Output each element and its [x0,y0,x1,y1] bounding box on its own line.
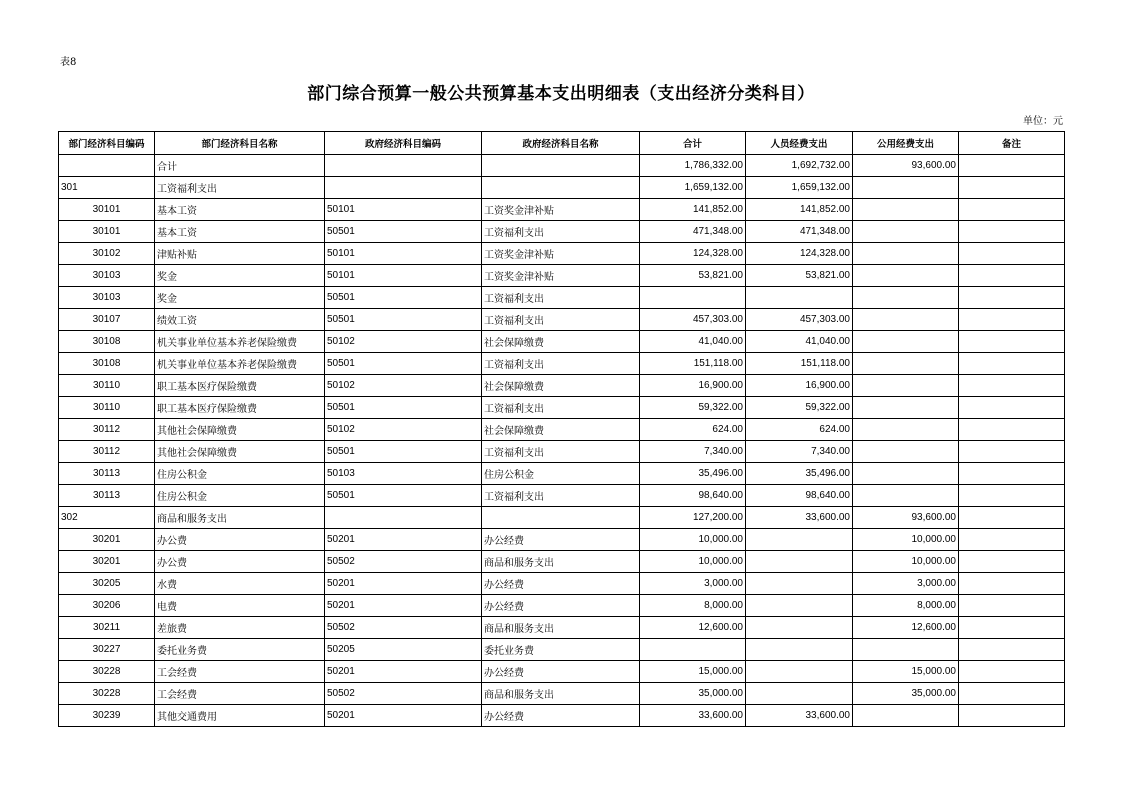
table-row [59,507,1065,529]
note-cell [959,485,1065,507]
header-personnel: 人员经费支出 [746,132,853,155]
total-cell: 35,000.00 [640,683,746,705]
note-cell [959,155,1065,177]
gov-name-cell: 社会保障缴费 [482,419,640,441]
table-row [59,551,1065,573]
gov-code-cell: 50102 [325,331,482,353]
table-row [59,331,1065,353]
dept-name-cell: 其他社会保障缴费 [155,441,325,463]
personnel-cell: 16,900.00 [746,375,853,397]
dept-code-cell: 30103 [59,265,155,287]
total-cell: 98,640.00 [640,485,746,507]
table-row [59,397,1065,419]
dept-code-cell: 30227 [59,639,155,661]
note-cell [959,551,1065,573]
dept-name-cell: 电费 [155,595,325,617]
personnel-cell [746,551,853,573]
public-cell [853,331,959,353]
note-cell [959,309,1065,331]
dept-code-cell: 301 [59,177,155,199]
total-cell [640,639,746,661]
total-cell: 1,659,132.00 [640,177,746,199]
public-cell [853,375,959,397]
dept-name-cell: 奖金 [155,287,325,309]
note-cell [959,353,1065,375]
personnel-cell [746,661,853,683]
public-cell: 93,600.00 [853,155,959,177]
public-cell [853,485,959,507]
gov-name-cell: 社会保障缴费 [482,375,640,397]
dept-code-cell: 30101 [59,199,155,221]
public-cell: 10,000.00 [853,551,959,573]
dept-code-cell: 30102 [59,243,155,265]
public-cell: 10,000.00 [853,529,959,551]
gov-name-cell: 委托业务费 [482,639,640,661]
personnel-cell [746,573,853,595]
public-cell: 3,000.00 [853,573,959,595]
gov-name-cell: 工资福利支出 [482,221,640,243]
total-cell: 33,600.00 [640,705,746,727]
note-cell [959,397,1065,419]
table-row [59,573,1065,595]
total-cell: 8,000.00 [640,595,746,617]
header-public: 公用经费支出 [853,132,959,155]
gov-code-cell: 50102 [325,419,482,441]
table-row [59,353,1065,375]
note-cell [959,199,1065,221]
gov-name-cell: 社会保障缴费 [482,331,640,353]
total-cell: 124,328.00 [640,243,746,265]
gov-code-cell: 50201 [325,595,482,617]
public-cell [853,397,959,419]
table-body [59,155,1065,727]
public-cell [853,199,959,221]
gov-name-cell: 商品和服务支出 [482,551,640,573]
public-cell: 35,000.00 [853,683,959,705]
gov-code-cell: 50501 [325,441,482,463]
gov-code-cell: 50502 [325,551,482,573]
dept-name-cell: 职工基本医疗保险缴费 [155,375,325,397]
note-cell [959,221,1065,243]
public-cell: 8,000.00 [853,595,959,617]
public-cell [853,221,959,243]
header-gov-name: 政府经济科目名称 [482,132,640,155]
table-row [59,375,1065,397]
dept-name-cell: 住房公积金 [155,485,325,507]
note-cell [959,661,1065,683]
public-cell [853,353,959,375]
gov-code-cell: 50502 [325,617,482,639]
table-row [59,199,1065,221]
total-cell: 127,200.00 [640,507,746,529]
note-cell [959,331,1065,353]
public-cell [853,287,959,309]
note-cell [959,287,1065,309]
table-row [59,705,1065,727]
personnel-cell: 59,322.00 [746,397,853,419]
dept-name-cell: 住房公积金 [155,463,325,485]
table-row [59,419,1065,441]
total-cell: 1,786,332.00 [640,155,746,177]
dept-name-cell: 合计 [155,155,325,177]
public-cell: 93,600.00 [853,507,959,529]
gov-code-cell: 50101 [325,243,482,265]
dept-name-cell: 机关事业单位基本养老保险缴费 [155,353,325,375]
public-cell [853,463,959,485]
gov-name-cell: 工资福利支出 [482,441,640,463]
public-cell: 15,000.00 [853,661,959,683]
personnel-cell [746,529,853,551]
personnel-cell: 53,821.00 [746,265,853,287]
gov-name-cell [482,177,640,199]
gov-code-cell: 50502 [325,683,482,705]
dept-code-cell: 30201 [59,551,155,573]
note-cell [959,265,1065,287]
personnel-cell [746,683,853,705]
gov-name-cell: 办公经费 [482,573,640,595]
dept-code-cell: 30108 [59,353,155,375]
personnel-cell: 35,496.00 [746,463,853,485]
note-cell [959,617,1065,639]
gov-name-cell: 办公经费 [482,595,640,617]
header-gov-code: 政府经济科目编码 [325,132,482,155]
total-cell: 16,900.00 [640,375,746,397]
dept-code-cell: 30228 [59,683,155,705]
dept-name-cell: 基本工资 [155,199,325,221]
dept-name-cell: 商品和服务支出 [155,507,325,529]
dept-code-cell: 302 [59,507,155,529]
dept-name-cell: 机关事业单位基本养老保险缴费 [155,331,325,353]
header-row [59,132,1065,155]
dept-name-cell: 办公费 [155,551,325,573]
personnel-cell: 624.00 [746,419,853,441]
note-cell [959,507,1065,529]
total-cell: 141,852.00 [640,199,746,221]
dept-code-cell: 30110 [59,375,155,397]
table-row [59,595,1065,617]
public-cell [853,639,959,661]
table-row [59,177,1065,199]
dept-code-cell: 30211 [59,617,155,639]
dept-code-cell: 30239 [59,705,155,727]
gov-name-cell: 办公经费 [482,529,640,551]
table-row [59,265,1065,287]
total-cell: 3,000.00 [640,573,746,595]
personnel-cell: 151,118.00 [746,353,853,375]
public-cell [853,419,959,441]
note-cell [959,529,1065,551]
total-cell: 7,340.00 [640,441,746,463]
personnel-cell [746,287,853,309]
gov-name-cell: 办公经费 [482,705,640,727]
public-cell [853,265,959,287]
table-row [59,309,1065,331]
dept-code-cell: 30206 [59,595,155,617]
total-cell [640,287,746,309]
personnel-cell: 7,340.00 [746,441,853,463]
gov-code-cell [325,177,482,199]
gov-name-cell: 工资福利支出 [482,353,640,375]
note-cell [959,595,1065,617]
total-cell: 35,496.00 [640,463,746,485]
gov-code-cell [325,155,482,177]
public-cell: 12,600.00 [853,617,959,639]
table-row [59,221,1065,243]
gov-code-cell: 50501 [325,397,482,419]
dept-name-cell: 奖金 [155,265,325,287]
gov-name-cell: 工资福利支出 [482,485,640,507]
total-cell: 151,118.00 [640,353,746,375]
gov-code-cell: 50501 [325,221,482,243]
gov-code-cell: 50501 [325,287,482,309]
personnel-cell: 98,640.00 [746,485,853,507]
header-dept-code: 部门经济科目编码 [59,132,155,155]
public-cell [853,309,959,331]
personnel-cell: 141,852.00 [746,199,853,221]
total-cell: 10,000.00 [640,529,746,551]
personnel-cell: 471,348.00 [746,221,853,243]
note-cell [959,441,1065,463]
personnel-cell: 124,328.00 [746,243,853,265]
gov-code-cell: 50101 [325,265,482,287]
gov-name-cell: 商品和服务支出 [482,683,640,705]
dept-code-cell: 30108 [59,331,155,353]
total-cell: 471,348.00 [640,221,746,243]
table-row [59,485,1065,507]
personnel-cell: 33,600.00 [746,705,853,727]
gov-name-cell: 工资福利支出 [482,309,640,331]
gov-code-cell: 50101 [325,199,482,221]
total-cell: 10,000.00 [640,551,746,573]
table-row [59,441,1065,463]
header-total: 合计 [640,132,746,155]
personnel-cell [746,595,853,617]
personnel-cell: 457,303.00 [746,309,853,331]
personnel-cell: 1,692,732.00 [746,155,853,177]
total-cell: 624.00 [640,419,746,441]
gov-code-cell [325,507,482,529]
dept-name-cell: 其他社会保障缴费 [155,419,325,441]
note-cell [959,375,1065,397]
personnel-cell [746,617,853,639]
gov-name-cell: 商品和服务支出 [482,617,640,639]
note-cell [959,705,1065,727]
note-cell [959,463,1065,485]
header-dept-name: 部门经济科目名称 [155,132,325,155]
total-cell: 12,600.00 [640,617,746,639]
dept-code-cell: 30228 [59,661,155,683]
dept-code-cell: 30103 [59,287,155,309]
dept-name-cell: 工会经费 [155,683,325,705]
table-number: 表8 [60,57,77,68]
table-row [59,661,1065,683]
note-cell [959,683,1065,705]
gov-name-cell: 工资福利支出 [482,397,640,419]
personnel-cell: 1,659,132.00 [746,177,853,199]
dept-name-cell: 其他交通费用 [155,705,325,727]
note-cell [959,419,1065,441]
note-cell [959,243,1065,265]
personnel-cell [746,639,853,661]
gov-code-cell: 50103 [325,463,482,485]
table-row [59,683,1065,705]
gov-code-cell: 50102 [325,375,482,397]
personnel-cell: 33,600.00 [746,507,853,529]
table-row [59,463,1065,485]
table-row [59,617,1065,639]
gov-code-cell: 50501 [325,353,482,375]
public-cell [853,243,959,265]
total-cell: 41,040.00 [640,331,746,353]
dept-name-cell: 差旅费 [155,617,325,639]
gov-code-cell: 50201 [325,705,482,727]
gov-code-cell: 50501 [325,309,482,331]
dept-code-cell: 30112 [59,419,155,441]
dept-name-cell: 工会经费 [155,661,325,683]
table-row [59,287,1065,309]
table-row [59,529,1065,551]
table-row [59,639,1065,661]
dept-code-cell: 30112 [59,441,155,463]
total-cell: 15,000.00 [640,661,746,683]
dept-code-cell: 30201 [59,529,155,551]
gov-name-cell: 工资奖金津补贴 [482,199,640,221]
gov-code-cell: 50501 [325,485,482,507]
gov-name-cell [482,507,640,529]
dept-code-cell: 30107 [59,309,155,331]
gov-name-cell [482,155,640,177]
dept-name-cell: 绩效工资 [155,309,325,331]
gov-code-cell: 50201 [325,661,482,683]
public-cell [853,705,959,727]
dept-name-cell: 水费 [155,573,325,595]
header-note: 备注 [959,132,1065,155]
total-cell: 59,322.00 [640,397,746,419]
dept-code-cell [59,155,155,177]
note-cell [959,177,1065,199]
dept-code-cell: 30101 [59,221,155,243]
public-cell [853,441,959,463]
gov-name-cell: 办公经费 [482,661,640,683]
dept-name-cell: 工资福利支出 [155,177,325,199]
public-cell [853,177,959,199]
total-cell: 53,821.00 [640,265,746,287]
page-title: 部门综合预算一般公共预算基本支出明细表（支出经济分类科目） [307,84,815,104]
table-row [59,243,1065,265]
unit-label: 单位：元 [1023,116,1063,127]
dept-name-cell: 津贴补贴 [155,243,325,265]
dept-name-cell: 办公费 [155,529,325,551]
dept-name-cell: 委托业务费 [155,639,325,661]
budget-table [58,131,1065,727]
gov-name-cell: 工资福利支出 [482,287,640,309]
total-cell: 457,303.00 [640,309,746,331]
gov-code-cell: 50201 [325,573,482,595]
note-cell [959,573,1065,595]
gov-name-cell: 工资奖金津补贴 [482,265,640,287]
dept-name-cell: 职工基本医疗保险缴费 [155,397,325,419]
gov-name-cell: 工资奖金津补贴 [482,243,640,265]
dept-name-cell: 基本工资 [155,221,325,243]
gov-code-cell: 50201 [325,529,482,551]
gov-code-cell: 50205 [325,639,482,661]
note-cell [959,639,1065,661]
dept-code-cell: 30205 [59,573,155,595]
dept-code-cell: 30110 [59,397,155,419]
personnel-cell: 41,040.00 [746,331,853,353]
table-row-total [59,155,1065,177]
gov-name-cell: 住房公积金 [482,463,640,485]
dept-code-cell: 30113 [59,485,155,507]
dept-code-cell: 30113 [59,463,155,485]
